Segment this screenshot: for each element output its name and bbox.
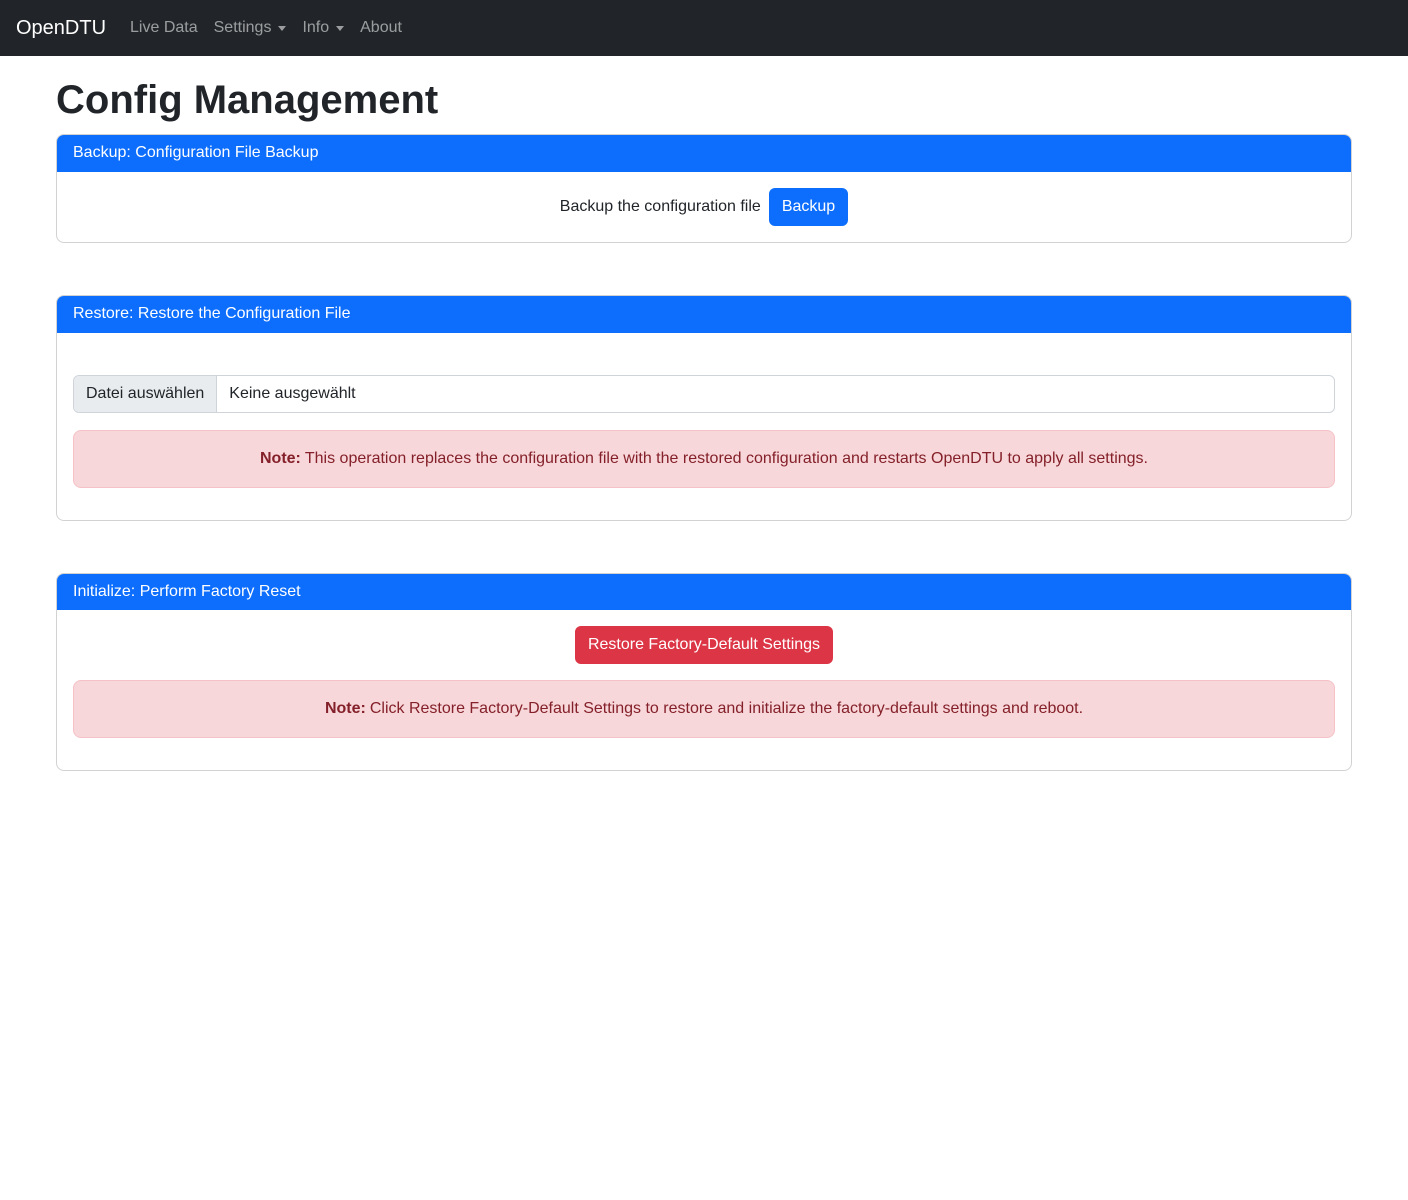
factory-reset-card-body — [57, 610, 1351, 770]
factory-reset-card-header: Initialize: Perform Factory Reset — [57, 574, 1351, 611]
factory-reset-note-label: Note: — [324, 700, 366, 718]
restore-card — [56, 295, 1352, 521]
navbar — [0, 0, 1408, 56]
nav-menu — [122, 11, 410, 45]
backup-row — [73, 188, 1335, 226]
factory-reset-button[interactable]: Restore Factory-Default Settings — [575, 626, 833, 664]
factory-reset-note-alert — [73, 680, 1335, 738]
factory-reset-card — [56, 573, 1352, 772]
backup-card — [56, 134, 1352, 243]
file-status-text: Keine ausgewählt — [229, 384, 356, 402]
nav-link-info-label: Info — [302, 19, 330, 36]
chevron-down-icon — [336, 26, 344, 31]
nav-item-settings — [206, 11, 295, 45]
nav-item-info — [294, 11, 352, 45]
restore-note-label: Note: — [259, 449, 301, 467]
nav-link-settings[interactable] — [206, 11, 295, 45]
nav-item-live-data — [122, 11, 206, 45]
backup-card-header: Backup: Configuration File Backup — [57, 135, 1351, 172]
restore-note-text: This operation replaces the configuration file with the restored configuration and restarts OpenDTU to apply all settings. — [304, 449, 1148, 467]
factory-reset-note-text: Click Restore Factory-Default Settings to restore and initialize the factory-default settings and reboot. — [369, 700, 1084, 718]
page-title: Config Management — [56, 78, 439, 122]
nav-link-live-data[interactable] — [122, 11, 206, 45]
backup-label: Backup the configuration file — [559, 197, 761, 215]
nav-link-settings-label: Settings — [213, 19, 272, 36]
nav-item-about — [352, 11, 410, 45]
chevron-down-icon — [278, 26, 286, 31]
nav-link-live-data-label: Live Data — [130, 19, 198, 36]
file-select-button[interactable]: Datei auswählen — [74, 376, 217, 412]
restore-note-alert — [73, 430, 1335, 488]
nav-link-info[interactable] — [294, 11, 352, 45]
factory-reset-button-row — [73, 626, 1335, 664]
brand-link[interactable]: OpenDTU — [16, 16, 107, 39]
nav-link-about[interactable] — [352, 11, 410, 45]
config-file-input[interactable] — [73, 375, 1335, 413]
backup-card-body — [57, 172, 1351, 242]
main-content — [44, 76, 1364, 771]
restore-card-body — [57, 333, 1351, 520]
restore-card-header: Restore: Restore the Configuration File — [57, 296, 1351, 333]
nav-link-about-label: About — [360, 19, 402, 36]
backup-button[interactable]: Backup — [769, 188, 848, 226]
